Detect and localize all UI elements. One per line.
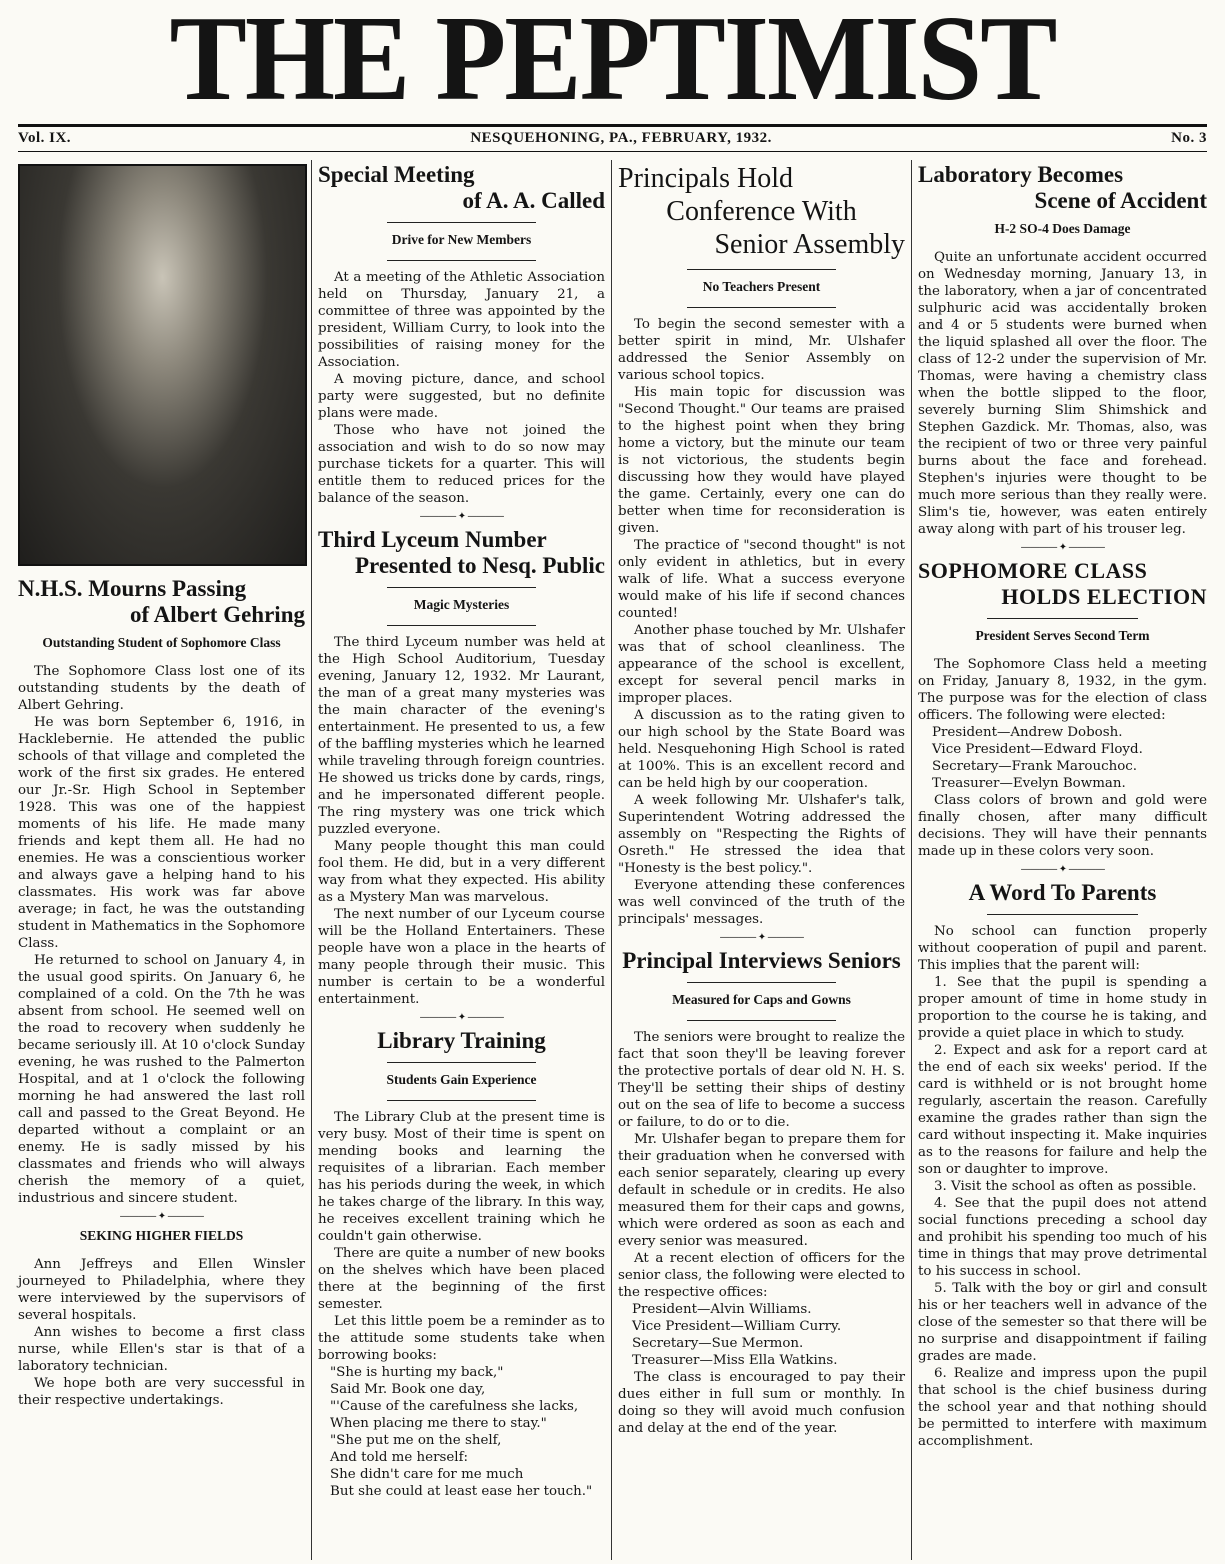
library-body xyxy=(318,1109,605,1364)
column-2 xyxy=(311,160,611,1560)
seniors-paragraph: Mr. Ulshafer began to prepare them for their graduation when he conversed with each senior separately, clearing up every default in schedule or in credits. He also measured them for their caps and gowns, which were ordered as soon as each and every senior was measured. xyxy=(618,1132,905,1249)
officer-line: President—Alvin Williams. xyxy=(632,1302,812,1317)
parents-paragraph: 3. Visit the school as often as possible. xyxy=(934,1179,1197,1194)
laboratory-body xyxy=(918,249,1207,538)
library-subhead: Students Gain Experience xyxy=(386,1072,537,1087)
principals-paragraph: Another phase touched by Mr. Ulshafer was that of school cleanliness. The appearance of the school is excellent, except for several pencil marks in improper places. xyxy=(618,623,905,706)
seniors-closing: The class is encouraged to pay their dues either in full sum or monthly. In doing so they will avoid much confusion and delay at the end of the year. xyxy=(618,1370,905,1436)
laboratory-headline-line2: Scene of Accident xyxy=(1034,188,1207,213)
sophomore-headline-line1: SOPHOMORE CLASS xyxy=(918,558,1148,583)
section-divider xyxy=(618,934,905,942)
principals-paragraph: To begin the second semester with a better spirit in mind, Mr. Ulshafer addressed the Senior Assembly on various school topics. xyxy=(618,317,905,383)
parents-paragraph: 1. See that the pupil is spending a proper amount of time in home study in proportion to the course he is taking, and provide a quiet place in which to study. xyxy=(918,975,1207,1041)
higher-fields-paragraph: We hope both are very successful in their respective undertakings. xyxy=(18,1376,305,1408)
gehring-paragraph: He returned to school on January 4, in the usual good spirits. On January 6, he complained of a cold. On the 7th he was absent from school. He seemed well on the road to recovery when suddenly he became seriously ill. At 10 o'clock Sunday evening, he was rushed to the Palmerton Hospital, and at 1 o'clock the following morning he had answered the last roll call and passed to the Great Beyond. He departed without a complaint or an enemy. He is sadly missed by his classmates and friends who will always cherish the memory of a quiet, industrious and sincere student. xyxy=(18,953,305,1206)
portrait-photo xyxy=(18,164,307,566)
poem-line: "She put me on the shelf, xyxy=(330,1433,502,1448)
sophomore-headline xyxy=(918,558,1207,610)
sophomore-closing: Class colors of brown and gold were finally chosen, after many difficult decisions. They will have their pennants made up in these colors very soon. xyxy=(918,793,1207,859)
gehring-paragraph: He was born September 6, 1916, in Hacklebernie. He attended the public schools of that village and completed the work of the first six grades. He entered our Jr.-Sr. High School in September 1928. This was one of the happiest moments of his life. He made many friends and kept them all. He had no enemies. He was a conscientious worker and always gave a helping hand to his classmates. His work was far above average; in fact, he was the outstanding student in Mathematics in the Sophomore Class. xyxy=(18,715,305,951)
poem-line: Said Mr. Book one day, xyxy=(330,1382,486,1397)
parents-paragraph: 4. See that the pupil does not attend social functions preceding a school day and prohibit his spending too much of his time in things that may prove detrimental to his success in school. xyxy=(918,1196,1207,1279)
lyceum-headline-line1: Third Lyceum Number xyxy=(318,527,547,552)
volume-label: Vol. IX. xyxy=(18,129,72,146)
headline-rule xyxy=(687,982,836,983)
athletic-headline xyxy=(318,162,605,214)
athletic-paragraph: At a meeting of the Athletic Association held on Thursday, January 21, a committee of three was appointed by the president, William Curry, to look into the possibilities of raising money for the Association. xyxy=(318,270,605,370)
athletic-body xyxy=(318,269,605,507)
seniors-officers xyxy=(618,1301,905,1369)
subhead-rule xyxy=(387,260,536,261)
principals-body xyxy=(618,316,905,928)
section-divider xyxy=(318,513,605,521)
laboratory-subhead: H-2 SO-4 Does Damage xyxy=(994,221,1131,236)
laboratory-headline xyxy=(918,162,1207,214)
headline-rule xyxy=(987,618,1137,619)
seniors-headline: Principal Interviews Seniors xyxy=(622,948,901,973)
athletic-paragraph: A moving picture, dance, and school party were suggested, but no definite plans were made. xyxy=(318,372,605,421)
principals-headline-line1: Principals Hold xyxy=(618,163,793,194)
gehring-subhead: Outstanding Student of Sophomore Class xyxy=(42,635,281,650)
higher-fields-body xyxy=(18,1256,305,1409)
dateline-rule xyxy=(18,151,1207,152)
sophomore-paragraph: The Sophomore Class held a meeting on Friday, January 8, 1932, in the gym. The purpose was for the election of class officers. The following were elected: xyxy=(918,657,1207,723)
headline-rule xyxy=(687,269,836,270)
gehring-headline xyxy=(18,576,305,628)
athletic-paragraph: Those who have not joined the association and wish to do so now may purchase tickets for a quarter. This will entitle them to reduced prices for the balance of the season. xyxy=(318,423,605,506)
gehring-paragraph: The Sophomore Class lost one of its outstanding students by the death of Albert Gehring. xyxy=(18,664,305,713)
poem-line: She didn't care for me much xyxy=(330,1467,524,1482)
seniors-subhead: Measured for Caps and Gowns xyxy=(672,992,851,1007)
officer-line: Treasurer—Evelyn Bowman. xyxy=(932,776,1126,791)
laboratory-headline-line1: Laboratory Becomes xyxy=(918,162,1124,187)
lyceum-subhead: Magic Mysteries xyxy=(413,597,510,612)
principals-headline xyxy=(618,162,905,261)
section-divider xyxy=(918,866,1207,874)
principals-paragraph: A week following Mr. Ulshafer's talk, Superintendent Wotring addressed the assembly on "Respecting the Rights of Osreth." He stressed the idea that "Honesty is the best policy.". xyxy=(618,793,905,876)
dateline-bar xyxy=(12,127,1213,149)
seniors-body xyxy=(618,1029,905,1301)
column-3 xyxy=(611,160,911,1560)
poem-line: "She is hurting my back," xyxy=(330,1365,504,1380)
parents-headline: A Word To Parents xyxy=(968,880,1157,905)
parents-paragraph: 2. Expect and ask for a report card at the end of each six weeks' period. If the card is withheld or is not brought home regularly, ascertain the reason. Carefully examine the grades rather than sign the card without inspecting it. Make inquiries as to the reasons for failure and help the son or daughter to improve. xyxy=(918,1043,1207,1177)
officer-line: Vice President—Edward Floyd. xyxy=(932,742,1143,757)
headline-rule xyxy=(987,914,1137,915)
lyceum-paragraph: The third Lyceum number was held at the High School Auditorium, Tuesday evening, January 12, 1932. Mr Laurant, the man of a great many mysteries was the main character of the evening's entertainment. He presented to us, a few of the baffling mysteries which he learned while traveling through foreign countries. He showed us tricks done by cards, rings, and he impersonated different people. The ring mystery was one trick which puzzled everyone. xyxy=(318,635,605,837)
section-divider xyxy=(18,1213,305,1221)
column-4 xyxy=(911,160,1213,1560)
officer-line: President—Andrew Dobosh. xyxy=(932,725,1123,740)
poem-line: When placing me there to stay." xyxy=(330,1416,547,1431)
seniors-paragraph: The seniors were brought to realize the fact that soon they'll be leaving forever the protective portals of dear old N. H. S. They'll be setting their ships of destiny out on the sea of life to become a success or failure, to do or to die. xyxy=(618,1030,905,1130)
library-paragraph: The Library Club at the present time is very busy. Most of their time is spent on mending books and learning the requisites of a librarian. Each member has his periods during the week, in which he takes charge of the library. In this way, he receives excellent training which he couldn't gain otherwise. xyxy=(318,1110,605,1244)
principals-paragraph: His main topic for discussion was "Second Thought." Our teams are praised to the highest point when they bring home a victory, but the minute our team is not victorious, the students begin discussing how they would have played the game. Certainly, every one can do better when time for reconsideration is given. xyxy=(618,385,905,536)
principals-paragraph: Everyone attending these conferences was well convinced of the truth of the principals' messages. xyxy=(618,878,905,927)
dateline: NESQUEHONING, PA., FEBRUARY, 1932. xyxy=(470,129,772,146)
seniors-paragraph: At a recent election of officers for the senior class, the following were elected to the respective offices: xyxy=(618,1251,905,1300)
athletic-headline-line1: Special Meeting xyxy=(318,162,475,187)
sophomore-headline-line2: HOLDS ELECTION xyxy=(1001,584,1207,609)
columns xyxy=(12,160,1213,1560)
principals-subhead: No Teachers Present xyxy=(702,279,821,294)
higher-fields-paragraph: Ann wishes to become a first class nurse, while Ellen's star is that of a laboratory technician. xyxy=(18,1325,305,1374)
parents-paragraph: 6. Realize and impress upon the pupil that school is the chief business during the school year and that nothing should be permitted to interfere with maximum accomplishment. xyxy=(918,1366,1207,1449)
poem-line: "'Cause of the carefulness she lacks, xyxy=(330,1399,579,1414)
higher-fields-paragraph: Ann Jeffreys and Ellen Winsler journeyed to Philadelphia, where they were interviewed by the supervisors of several hospitals. xyxy=(18,1257,305,1323)
officer-line: Secretary—Sue Mermon. xyxy=(632,1336,804,1351)
library-headline: Library Training xyxy=(377,1028,546,1053)
officer-line: Secretary—Frank Marouchoc. xyxy=(932,759,1138,774)
principals-headline-line2: Conference With xyxy=(666,196,857,227)
section-divider xyxy=(918,544,1207,552)
sophomore-subhead: President Serves Second Term xyxy=(975,628,1150,643)
library-poem xyxy=(318,1364,605,1500)
parents-body xyxy=(918,923,1207,1450)
laboratory-paragraph: Quite an unfortunate accident occurred on Wednesday morning, January 13, in the laboratory, when a jar of concentrated sulphuric acid was accidentally broken and 4 or 5 students were burned when the liquid splashed all over the floor. The class of 12-2 under the supervision of Mr. Thomas, were having a chemistry class when the bottle slipped to the floor, severely burning Slim Shimshick and Stephen Gazdick. Mr. Thomas, also, was the recipient of two or three very painful burns about the face and forehead. Stephen's injuries were thought to be much more serious than they really were. Slim's tie, however, was eaten entirely away along with part of his trouser leg. xyxy=(918,250,1207,537)
lyceum-headline-line2: Presented to Nesq. Public xyxy=(354,553,605,578)
principals-paragraph: A discussion as to the rating given to our high school by the State Board was held. Nesquehoning High School is rated at 100%. This is an excellent record and can be held high by our cooperation. xyxy=(618,708,905,791)
masthead-title: THE PEPTIMIST xyxy=(169,0,1056,121)
column-1 xyxy=(12,160,311,1560)
subhead-rule xyxy=(687,307,836,308)
section-divider xyxy=(318,1014,605,1022)
parents-paragraph: No school can function properly without cooperation of pupil and parent. This implies that the parent will: xyxy=(918,924,1207,973)
issue-number: No. 3 xyxy=(1171,129,1207,146)
principals-paragraph: The practice of "second thought" is not only evident in athletics, but in every walk of life. What a success everyone would make of his life if second chances counted! xyxy=(618,538,905,621)
headline-rule xyxy=(387,222,536,223)
sophomore-body xyxy=(918,656,1207,724)
library-paragraph: There are quite a number of new books on the shelves which have been placed there at the beginning of the first semester. xyxy=(318,1246,605,1312)
lyceum-paragraph: The next number of our Lyceum course will be the Holland Entertainers. These people have won a place in the hearts of many people through their music. This number is certain to be a wonderful entertainment. xyxy=(318,907,605,1007)
athletic-subhead: Drive for New Members xyxy=(391,232,532,247)
subhead-rule xyxy=(387,1100,536,1101)
lyceum-paragraph: Many people thought this man could fool them. He did, but in a very different way from what they expected. His ability as a Mystery Man was marvelous. xyxy=(318,839,605,905)
gehring-headline-line1: N.H.S. Mourns Passing xyxy=(18,576,247,601)
officer-line: Vice President—William Curry. xyxy=(632,1319,842,1334)
athletic-headline-line2: of A. A. Called xyxy=(462,188,605,213)
gehring-headline-line2: of Albert Gehring xyxy=(129,602,305,627)
officer-line: Treasurer—Miss Ella Watkins. xyxy=(632,1353,838,1368)
sophomore-officers xyxy=(918,724,1207,792)
principals-headline-line3: Senior Assembly xyxy=(714,229,905,260)
poem-line: And told me herself: xyxy=(330,1450,469,1465)
subhead-rule xyxy=(387,625,536,626)
gehring-body xyxy=(18,663,305,1207)
poem-line: But she could at least ease her touch." xyxy=(330,1484,593,1499)
higher-fields-headline: SEKING HIGHER FIELDS xyxy=(79,1228,244,1243)
parents-paragraph: 5. Talk with the boy or girl and consult his or her teachers well in advance of the close of the semester so that there will be no surprise and disappointment if failing grades are made. xyxy=(918,1281,1207,1364)
lyceum-body xyxy=(318,634,605,1008)
lyceum-headline xyxy=(318,527,605,579)
subhead-rule xyxy=(687,1020,836,1021)
headline-rule xyxy=(387,1062,536,1063)
headline-rule xyxy=(387,587,536,588)
library-paragraph: Let this little poem be a reminder as to the attitude some students take when borrowing books: xyxy=(318,1314,605,1363)
